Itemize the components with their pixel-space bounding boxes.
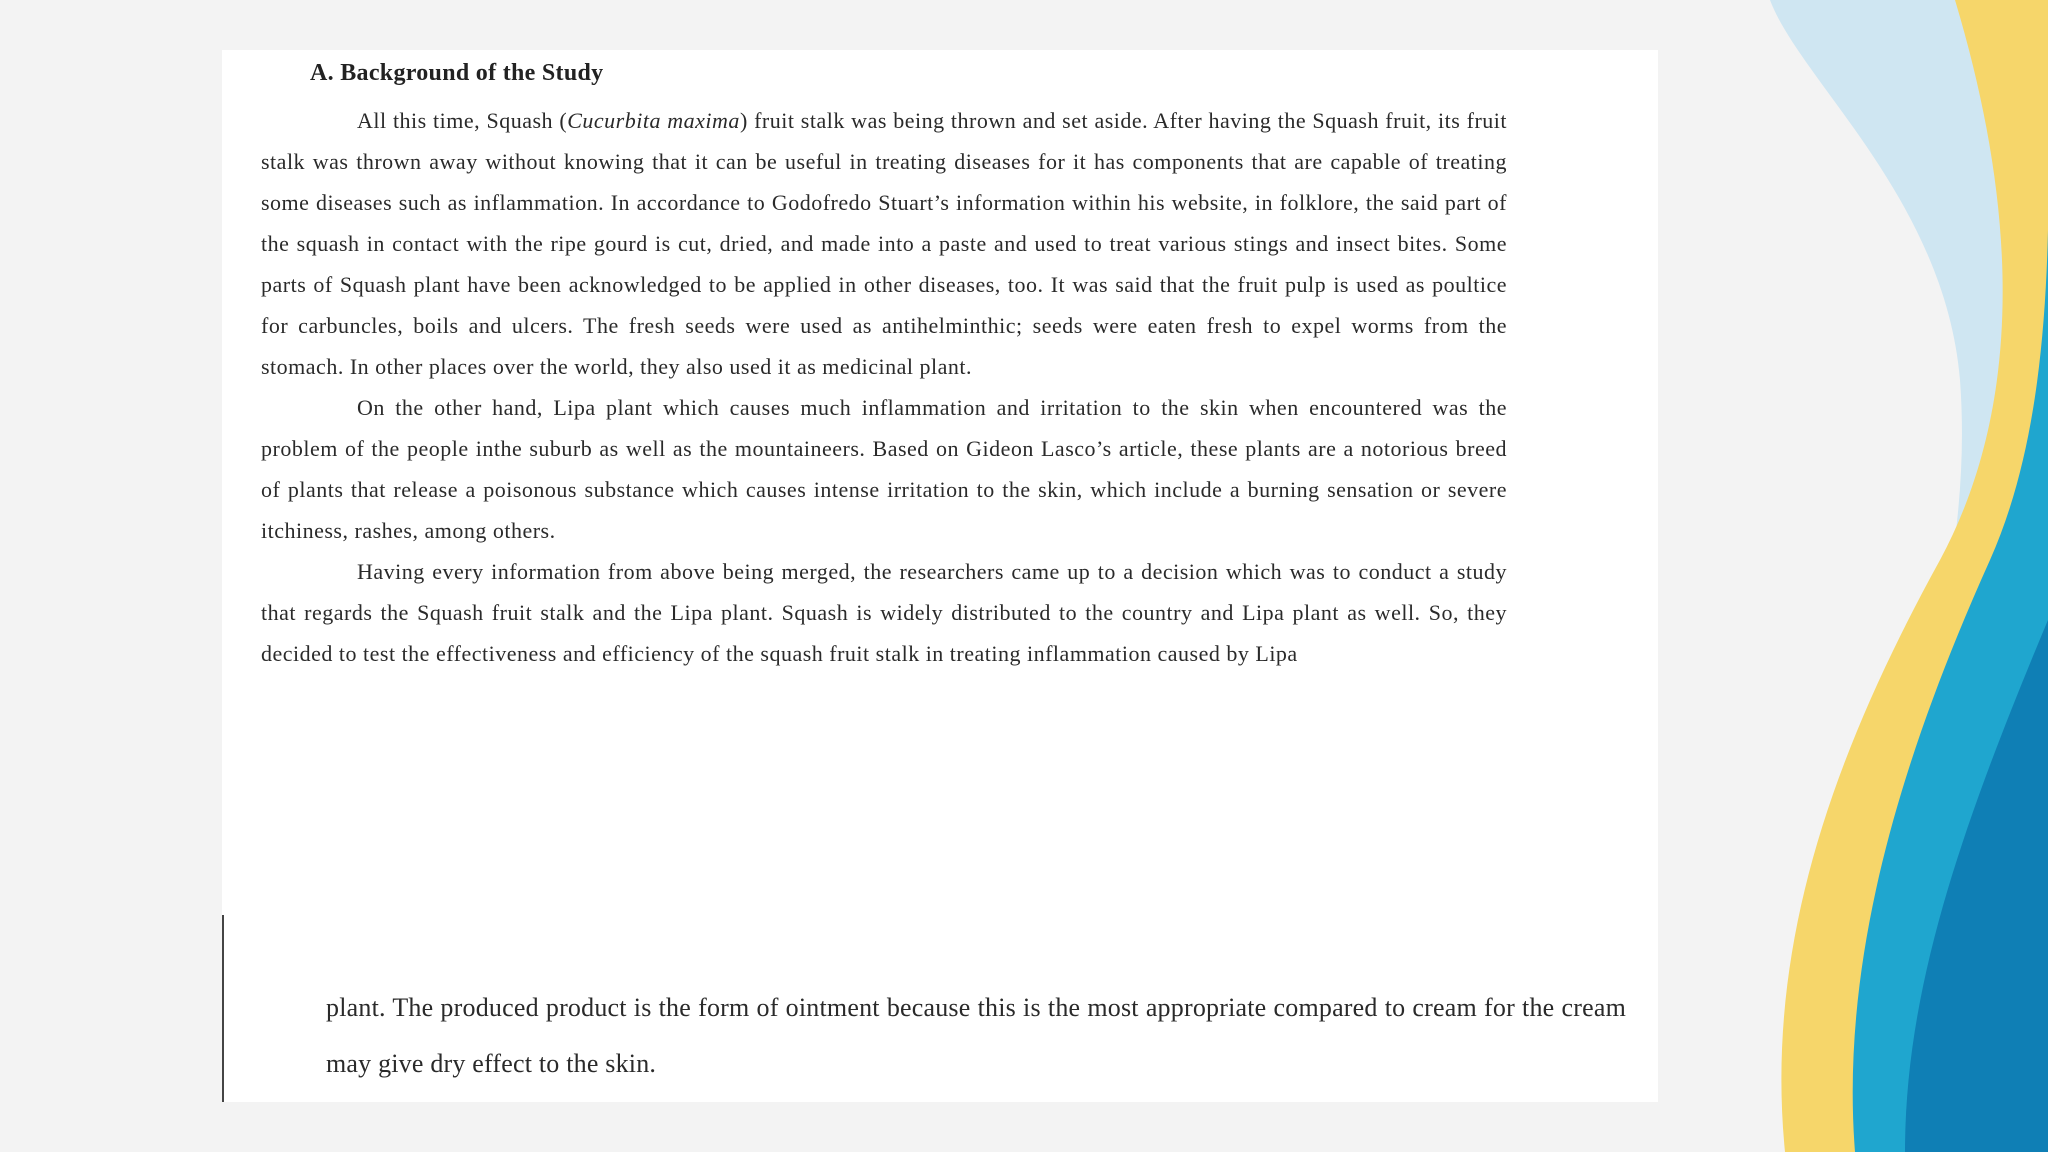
p1-start: All this time, Squash (	[357, 108, 568, 133]
p1-end: ) fruit stalk was being thrown and set aside. After having the Squash fruit, its fruit stalk was thrown away without knowing that it can be useful in treating diseases for it has components that are capable of treating some diseases such as inflammation. In accordance to Godofredo Stuart’s information within his website, in folklore, the said part of the squash in contact with the ripe gourd is cut, dried, and made into a paste and used to treat various stings and insect bites. Some parts of Squash plant have been acknowledged to be applied in other diseases, too. It was said that the fruit pulp is used as poultice for carbuncles, boils and ulcers. The fresh seeds were used as antihelminthic; seeds were eaten fresh to expel worms from the stomach. In other places over the world, they also used it as medicinal plant.	[261, 108, 1508, 379]
continuation-paragraph: plant. The produced product is the form of ointment because this is the most appropriate compared to cream for the cream may give dry effect to the skin.	[326, 993, 1626, 1078]
page-break-line	[222, 915, 224, 1102]
body-text	[261, 100, 1507, 674]
paragraph-2: On the other hand, Lipa plant which causes much inflammation and irritation to the skin when encountered was the problem of the people inthe suburb as well as the mountaineers. Based on Gideon Lasco’s article, these plants are a notorious breed of plants that release a poisonous substance which causes intense irritation to the skin, which include a burning sensation or severe itchiness, rashes, among others.	[261, 395, 1507, 543]
document-page	[222, 50, 1658, 1102]
paragraph-1	[261, 100, 1507, 387]
paragraph-3: Having every information from above being merged, the researchers came up to a decision which was to conduct a study that regards the Squash fruit stalk and the Lipa plant. Squash is widely distributed to the country and Lipa plant as well. So, they decided to test the effectiveness and efficiency of the squash fruit stalk in treating inflammation caused by Lipa	[261, 559, 1507, 666]
section-heading: A. Background of the Study	[310, 60, 604, 86]
scientific-name: Cucurbita maxima	[567, 108, 740, 133]
